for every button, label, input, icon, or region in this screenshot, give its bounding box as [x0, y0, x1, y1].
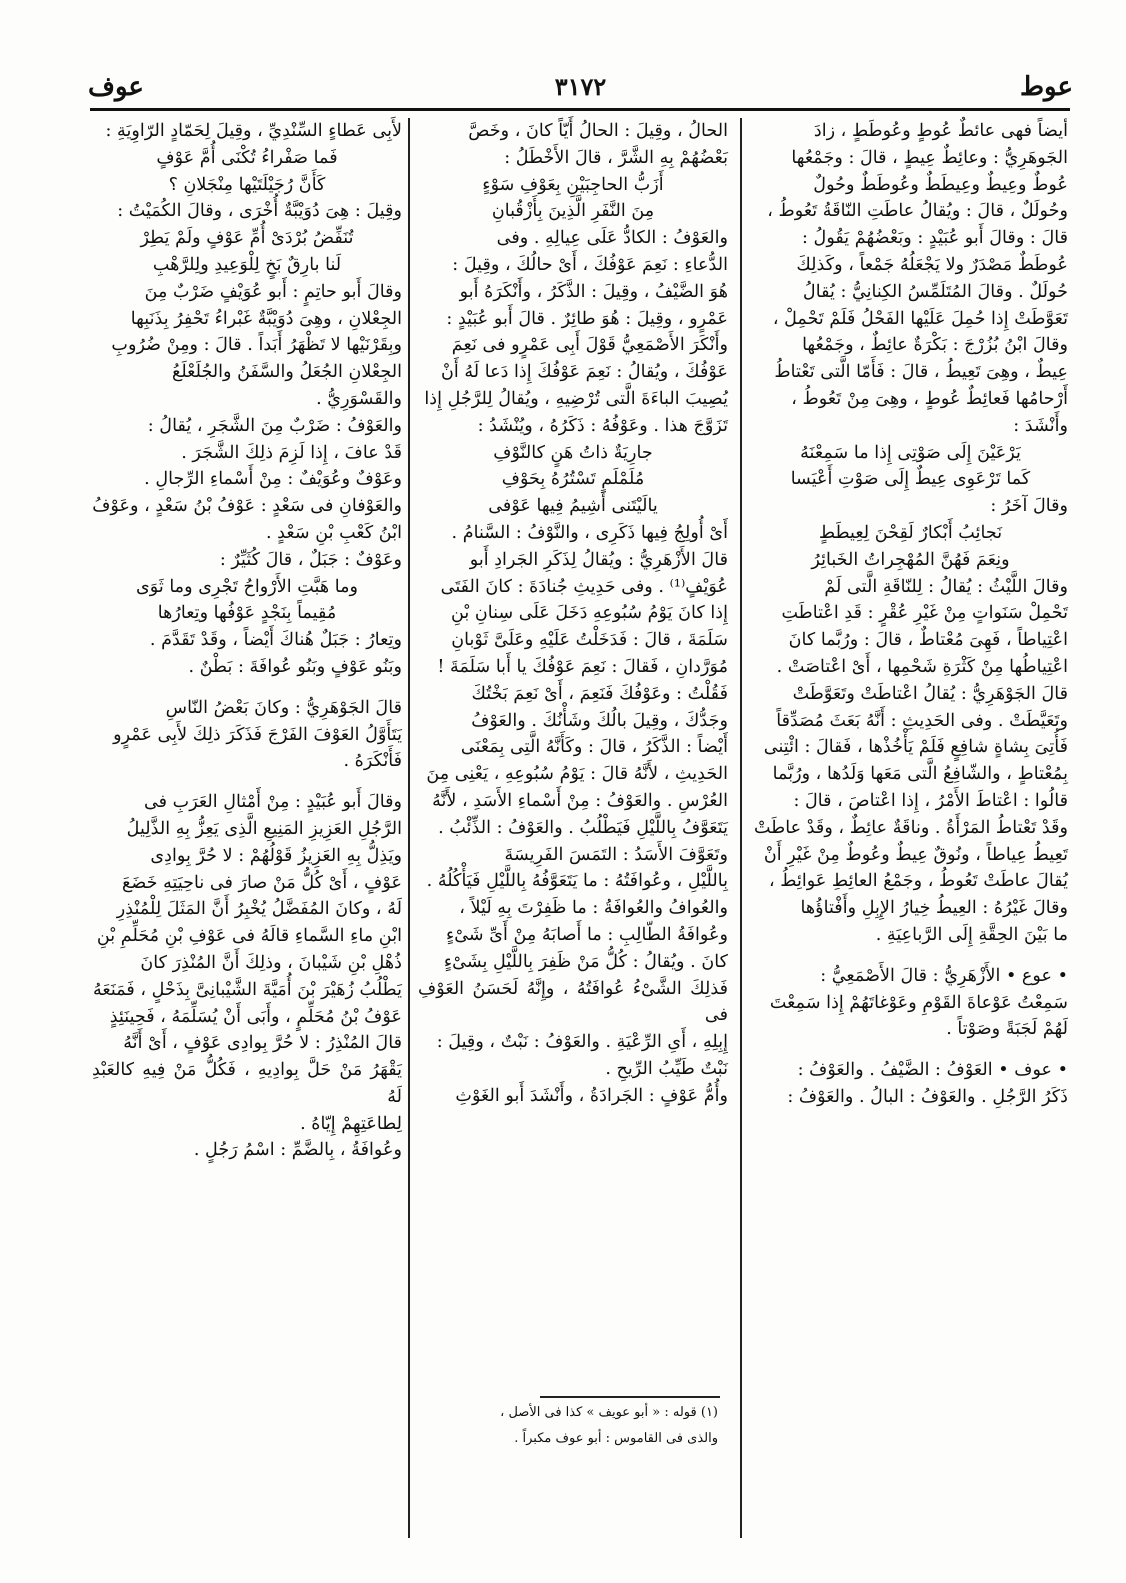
verse-line: يَرْعَيْنَ إِلَى صَوْتِى إِذا ما سَمِعْنَهُ — [800, 442, 1021, 463]
text-line: وقَدْ تَعْتاطُ المَرْأَةُ . وناقَةٌ عائِطٌ ، وقَدْ عاطَتْ — [753, 817, 1068, 838]
text-line: وأُمُّ عَوْفٍ : الجَرادَةُ ، وأَنْشَدَ أَبو الغَوْثِ — [455, 1085, 728, 1106]
text-line: ابْنُ كَعْبِ بْنِ سَعْدٍ . — [265, 522, 402, 543]
text-line: يَطْلُبُ زُهَيْرَ بْنَ أُمَيَّةَ الشَّيْبانِىَّ بِذَحْلٍ ، فَمَنَعَهُ — [92, 979, 402, 1000]
text-line: تَزَوَّجَ هذا . وعَوْفُهُ : ذَكَرُهُ ، ويُنْشَدُ : — [477, 415, 728, 436]
footnote-line: (١) قوله : « أبو عويف » كذا فى الأصل ، — [500, 1405, 718, 1420]
header-root-left: عوف — [88, 72, 144, 102]
text-line: تَعَوَّطَتْ إِذا حُمِلَ عَلَيْها الفَحْلُ فَلَمْ تَحْمِلْ ، — [772, 308, 1068, 329]
text-line: تَعِيطُ عِياطاً ، ونُوقٌ عِيطٌ وعُوطٌ مِنْ غَيْرِ أَنْ — [763, 844, 1068, 865]
text-line: ما بَيْنَ الحِقَّةِ إِلَى الرَّباعِيَةِ . — [875, 924, 1068, 945]
column-divider-left — [408, 118, 410, 1538]
text-line: اعْتِياطُها مِنْ كَثْرَةِ شَحْمِها ، أَىْ اعْتاصَتْ . — [776, 656, 1068, 677]
text-line: بِمُعْتاطٍ ، والشّافِعُ الَّتى مَعَها وَلَدُها ، ورُبَّما — [772, 764, 1068, 785]
verse-line: تُنَفِّضُ بُرْدَىْ أُمِّ عَوْفٍ ولَمْ يَطِرْ — [140, 228, 354, 249]
column-left — [92, 118, 402, 1164]
text-line: يَقْهَرُ مَنْ حَلَّ بِوادِيهِ ، فَكُلُّ مَنْ فِيهِ كالعَبْدِ لَهُ — [92, 1060, 402, 1107]
text-line: وعُوافَةُ ، بِالضَّمِّ : اسْمُ رَجُلٍ . — [193, 1140, 402, 1161]
section-spacer — [92, 681, 402, 695]
text-line: قالَ الأَزْهَرِيُّ : ويُقالُ لِذَكَرِ الجَرادِ أَبو — [469, 549, 728, 570]
verse-line: جارِيَةٌ ذاتُ هَنٍ كالنَّوْفِ — [493, 442, 653, 463]
page-number: ٣١٧٢ — [554, 72, 607, 101]
text-line: إِبِلِهِ ، أَىِ الرِّعْيَةِ . والعَوْفُ : نَبْتٌ ، وقِيلَ : — [436, 1032, 728, 1053]
header-root-right: عوط — [1020, 72, 1073, 102]
text-line: وقالَ اللَّيْثُ : يُقالُ : لِلنّاقَةِ الَّتى لَمْ — [824, 576, 1068, 597]
text-line: تَحْمِلْ سَنَواتٍ مِنْ غَيْرِ عُقْرٍ : قَدِ اعْتاطَتِ — [781, 603, 1068, 624]
text-line: أَرْحامُها فَعائِطٌ عُوطٍ ، وهِىَ مِنْ تَعُوطُ ، — [791, 388, 1068, 409]
text-line: وقِيلَ : هِىَ دُوَيْبَّةٌ أُخْرَى ، وقالَ الكُمَيْتُ : — [117, 201, 402, 222]
verse-line: مُقِيماً بِنَجْدٍ عَوْفُها وتِعارُها — [157, 603, 337, 624]
column-middle — [418, 118, 728, 1109]
footnotes — [418, 1400, 718, 1452]
text-line: عُوطٌ وعِيطٌ وعِيطَطٌ وعُوطَطٌ وحُولٌ — [813, 174, 1068, 195]
text-line: عِيطٌ ، وهِىَ تَعِيطُ ، قالَ : فَأَمّا الَّتى تَعْتاطُ — [774, 362, 1068, 383]
text-line: أيضاً فهى عائطٌ عُوطٍ وعُوطَطٍ ، زادَ — [813, 121, 1068, 141]
text-line: عُوطَطٌ مَصْدَرٌ ولا يَجْعَلُهُ جَمْعاً ، وكَذلِكَ — [796, 254, 1068, 275]
footnote-rule — [540, 1396, 720, 1398]
text-line: مُوَرَّدانِ ، فَقالَ : نَعِمَ عَوْفُكَ يا أَبا سَلَمَةَ ! — [437, 656, 728, 677]
text-line: ابْنِ ماءِ السَّماءِ قالَهُ فى عَوْفِ بْنِ مُحَلِّمِ بْنِ — [96, 926, 402, 947]
text-line: العُرْسِ . والعَوْفُ : مِنْ أَسْماءِ الأَسَدِ ، لأَنَّهُ — [432, 790, 728, 811]
text-line: سَلَمَةَ ، قالَ : فَدَخَلْتُ عَلَيْهِ وعَلَىَّ ثَوْبانِ — [451, 630, 728, 651]
text-line: والعَوْفُ : ضَرْبٌ مِنَ الشَّجَرِ ، يُقالُ : — [147, 415, 402, 436]
text-line: وأَنْكَرَ الأَصْمَعِيُّ قَوْلَ أَبِى عَمْرٍو فى نَعِمَ — [451, 335, 728, 356]
section-spacer — [753, 949, 1068, 963]
verse-line: نَجائِبُ أَبْكارٌ لَقِحْنَ لِعِيطَطٍ — [818, 522, 1003, 543]
text-line: عُوَيْفٍ⁽¹⁾ . وفى حَدِيثِ جُنادَةَ : كانَ الفَتَى — [440, 576, 728, 597]
text-line: وأَنْشَدَ : — [1013, 415, 1068, 436]
footnote-line: والذى فى القاموس : أبو عوف مكبراً . — [514, 1431, 718, 1446]
verse-line: كَما تَرْعَوِى عِيطٌ إِلَى صَوْتِ أَعْيَسا — [790, 469, 1031, 490]
text-line: قالُوا : اعْتاطَ الأَمْرُ ، إِذا اعْتاصَ ، قالَ : — [793, 790, 1068, 811]
text-line: إِذا كانَ يَوْمُ سُبُوعِهِ دَخَلَ عَلَى سِنانِ بْنِ — [450, 603, 728, 624]
text-line: وعَوْفٌ : جَبَلٌ ، قالَ كُثَيِّرٌ : — [219, 549, 402, 570]
text-line: الجَوهَرِيُّ : وعائِطٌ عِيطٍ ، قالَ : وجَمْعُها — [791, 147, 1068, 168]
verse-line: أَزَبُّ الحاجِبَيْنِ بِعَوْفِ سَوْءٍ — [482, 174, 664, 195]
text-line: وحُولَلٌ ، قالَ : ويُقالُ عاطَتِ النّاقَةُ تَعُوطُ ، — [767, 201, 1068, 222]
text-line: سَمِعْتُ عَوْعاةَ القَوْمِ وعَوْغاتَهُمْ إِذا سَمِعْتَ — [769, 992, 1068, 1013]
text-line: • عوف • العَوْفُ : الضَّيْفُ . والعَوْفُ : — [797, 1060, 1068, 1081]
text-line: ذَكَرُ الرَّجُلِ . والعَوْفُ : البالُ . والعَوْفُ : — [787, 1086, 1068, 1107]
text-line: حُولَلٌ . وقالَ المُتَلَمِّسُ الكِنانِيُّ : يُقالُ — [802, 281, 1068, 302]
text-line: وقالَ غَيْرُهُ : العِيطُ خِيارُ الإِبِلِ وأَفْتاؤُها — [800, 898, 1068, 919]
text-line: الحالُ ، وقِيلَ : الحالُ أَيّاً كانَ ، وخَصَّ — [468, 121, 728, 141]
text-line: فَقُلْتُ : وعَوْفُكَ فَنَعِمَ ، أَىْ نَعِمَ بَخْتُكَ — [471, 683, 728, 704]
text-line: قَدْ عافَ ، إِذا لَزِمَ ذلِكَ الشَّجَرَ . — [181, 442, 402, 463]
column-divider-right — [740, 118, 742, 1538]
verse-line: وما هَبَّتِ الأَرْواحُ تَجْرِى وما ثَوَى — [135, 576, 359, 597]
text-line: يُقالَ عاطَتْ تَعُوطُ ، وجَمْعُ العائِطِ عَوائِطُ ، — [769, 871, 1068, 892]
text-line: فَذلِكَ الشَّىْءُ عُوافَتُهُ ، وإِنَّهُ لَحَسَنُ العَوْفِ فى — [418, 978, 728, 1026]
text-line: الحَدِيثِ ، لأَنَّهُ قالَ : يَوْمُ سُبُوعِهِ ، يَعْنِى مِنَ — [426, 764, 728, 785]
text-line: وقالَ آخَرُ : — [990, 496, 1068, 517]
text-line: اعْتِياطاً ، فَهِىَ مُعْتاطٌ ، قالَ : ورُبَّما كانَ — [788, 630, 1068, 651]
text-line: لِطاعَتِهِمْ إِيّاهُ . — [300, 1113, 402, 1134]
text-line: والعُوافُ والعُوافَةُ : ما ظَفِرْتَ بِهِ لَيْلاً ، — [459, 898, 728, 919]
text-line: فَأَنْكَرَهُ . — [343, 751, 402, 772]
text-line: قالَ : وقالَ أَبو عُبَيْدٍ : وبَعْضُهُمْ يَقُولُ : — [802, 228, 1068, 249]
text-line: وجَدُّكَ ، وقِيلَ بالُكَ وشَأْنُكَ . والعَوْفُ — [471, 710, 728, 731]
header-rule — [90, 108, 1070, 111]
text-line: ويَذِلُّ بِهِ العَزِيزُ قَوْلُهُمْ : لا حُرَّ بِوادِى — [150, 845, 402, 866]
text-line: والعَوْفانِ فى سَعْدٍ : عَوْفُ بْنُ سَعْدٍ ، وعَوْفُ — [92, 496, 402, 517]
text-line: وبِقَرْنَيْها لا تَظْهَرُ أَبَداً . قالَ : ومِنْ ضُرُوبِ — [111, 335, 402, 356]
text-line: عَوْفُكَ ، ويُقالُ : نَعِمَ عَوْفُكَ إِذا دَعا لَهُ أَنْ — [440, 362, 728, 383]
text-line: وقالَ أَبو حاتِمٍ : أَبو عُوَيْفٍ ضَرْبٌ مِنَ — [144, 281, 402, 302]
text-line: هُوَ الضَّيْفُ ، وقِيلَ : الذَّكَرُ ، وأَنْكَرَهُ أَبو — [459, 281, 728, 302]
text-line: وتِعارُ : جَبَلٌ هُناكَ أَيْضاً ، وقَدْ تَقَدَّمَ . — [149, 630, 402, 651]
text-line: يُصِيبَ الباءَةَ الَّتى تُرْضِيهِ ، ويُقالُ لِلرَّجُلِ إِذا — [424, 388, 728, 409]
text-line: عَوْفُ بْنُ مُحَلِّمٍ ، وأَبَى أَنْ يُسَلِّمَهُ ، فَحِينَئِذٍ — [109, 1006, 402, 1027]
verse-line: ونِعَمَ فَهُنَّ المُهْجِراتُ الخَبائِرُ — [811, 549, 1010, 570]
verse-line: يالَيْتَنى أَشِيمُ فِيها عَوْفى — [488, 496, 658, 517]
text-line: وقالَ أَبو عُبَيْدٍ : مِنْ أَمْثالِ العَرَبِ فى — [143, 792, 402, 813]
section-spacer — [92, 775, 402, 789]
verse-line: لَنا بارِقٌ بَخٍ لِلْوَعِيدِ ولِلرَّهْبِ — [152, 254, 342, 275]
text-line: وعَوْفٌ وعُوَيْفٌ : مِنْ أَسْماءِ الرِّجالِ . — [144, 469, 402, 490]
text-line: يَتَعَوَّفُ بِاللَّيْلِ فَيَطْلُبُ . والعَوْفُ : الذِّئْبُ . — [438, 817, 728, 838]
text-line: وبَنُو عَوْفٍ وبَنُو عُوافَةَ : بَطْنٌ . — [188, 656, 402, 677]
verse-line: كَأَنَّ رُجَيْلَتَيْها مِنْجَلانِ ؟ — [168, 174, 326, 195]
text-line: ذُهْلِ بْنِ شَيْبانَ ، وذلِكَ أَنَّ المُنْذِرَ كانَ — [140, 952, 402, 973]
text-line: قالَ الجَوْهَرِيُّ : يُقالُ اعْتاطَتْ وتَعَوَّطَتْ — [792, 683, 1068, 704]
text-line: عَمْرٍو ، وقِيلَ : هُوَ طائِرٌ . قالَ أَبو عُبَيْدٍ : — [446, 308, 728, 329]
text-line: والعَوْفُ : الكادُّ عَلَى عِيالِهِ . وفى — [496, 228, 728, 249]
text-line: وتَعَوَّفَ الأَسَدُ : التَمَسَ الفَرِيسَةَ — [504, 844, 728, 865]
column-right — [753, 118, 1068, 1111]
text-line: وعُوافَةُ الطّالِبِ : ما أَصابَهُ مِنْ أَىِّ شَىْءٍ — [445, 924, 728, 945]
text-line: يَتَأَوَّلُ العَوْفَ الفَرْجَ فَذَكَرَ ذلِكَ لأَبِى عَمْرٍو — [113, 724, 402, 745]
text-line: الجِعْلانِ ، وهِىَ دُوَيْبَّةٌ غَبْراءُ تَحْفِرُ بِذَنَبِها — [130, 308, 402, 329]
verse-line: فَما صَفْراءُ تُكْنَى أُمَّ عَوْفٍ — [156, 147, 338, 168]
text-line: والقَسْوَرِيُّ . — [316, 388, 402, 409]
verse-line: مِنَ النَّفَرِ الَّذِينَ بِأَزْقُبانِ — [491, 201, 655, 222]
text-line: لَهُمْ لَجَبَةً وصَوْتاً . — [946, 1019, 1068, 1040]
section-spacer — [753, 1043, 1068, 1057]
text-line: الرَّجُلِ العَزِيزِ المَنِيعِ الَّذِى يَعِزُّ بِهِ الذَّلِيلُ — [126, 818, 402, 839]
verse-line: مُلَمْلَمٍ تَسْتُرُهُ بِحَوْفِ — [501, 469, 645, 490]
text-line: الجِعْلانِ الجُعَلُ والسَّفَنُ والجُلَعْلَعُ — [171, 362, 402, 383]
text-line: بِاللَّيْلِ ، وعُوافَتُهُ : ما يَتَعَوَّفُهُ بِاللَّيْلِ فَيَأْكُلُهُ . — [426, 871, 728, 892]
text-line: لَهُ ، وكانَ المُفَضَّلُ يُخْبِرُ أَنَّ المَثَلَ لِلْمُنْذِرِ — [116, 899, 402, 920]
text-line: قالَ الجَوْهَرِيُّ : وكانَ بَعْضُ النّاسِ — [165, 697, 402, 718]
text-line: وقالَ ابْنُ بُزُرْجَ : بَكْرَةٌ عائِطٌ ، وجَمْعُها — [802, 335, 1068, 356]
text-line: لأَبِى عَطاءٍ السِّنْدِيِّ ، وقِيلَ لِحَمّادٍ الرّاوِيَةِ : — [105, 121, 402, 141]
text-line: أَىْ أُولِجُ فِيها ذَكَرِى ، والنَّوْفُ : السَّنامُ . — [451, 522, 728, 543]
text-line: الدُّعاءِ : نَعِمَ عَوْفُكَ ، أَىْ حالُكَ ، وقِيلَ : — [452, 254, 728, 275]
text-line: كانَ . ويُقالُ : كُلُّ مَنْ ظَفِرَ بِاللَّيْلِ بِشَىْءٍ — [443, 951, 728, 972]
text-line: • عوع • الأَزْهَرِيُّ : قالَ الأَصْمَعِيُّ : — [820, 965, 1068, 986]
page-header — [88, 62, 1073, 104]
text-line: وتَعَيَّطَتْ . وفى الحَدِيثِ : أَنَّهُ بَعَثَ مُصَدِّقاً — [776, 710, 1068, 731]
text-line: فَأُتِىَ بِشاةٍ شافِعٍ فَلَمْ يَأْخُذْها ، فَقالَ : ائْتِنى — [763, 737, 1068, 758]
text-line: أَيْضاً : الذَّكَرُ ، قالَ : وكَأَنَّهُ الَّتِى بِمَعْنَى — [460, 737, 728, 758]
text-line: بَعْضُهُمْ بِهِ الشَّرَّ ، قالَ الأَخْطَلُ : — [504, 147, 728, 168]
text-line: عَوْفٍ ، أَىْ كُلُّ مَنْ صارَ فى ناحِيَتِهِ خَضَعَ — [122, 872, 402, 893]
text-line: نَبْتٌ طَيِّبُ الرِّيحِ . — [605, 1058, 728, 1079]
text-line: قالَ المُنْذِرُ : لا حُرَّ بِوادِى عَوْفٍ ، أَىْ أَنَّهُ — [123, 1033, 402, 1054]
